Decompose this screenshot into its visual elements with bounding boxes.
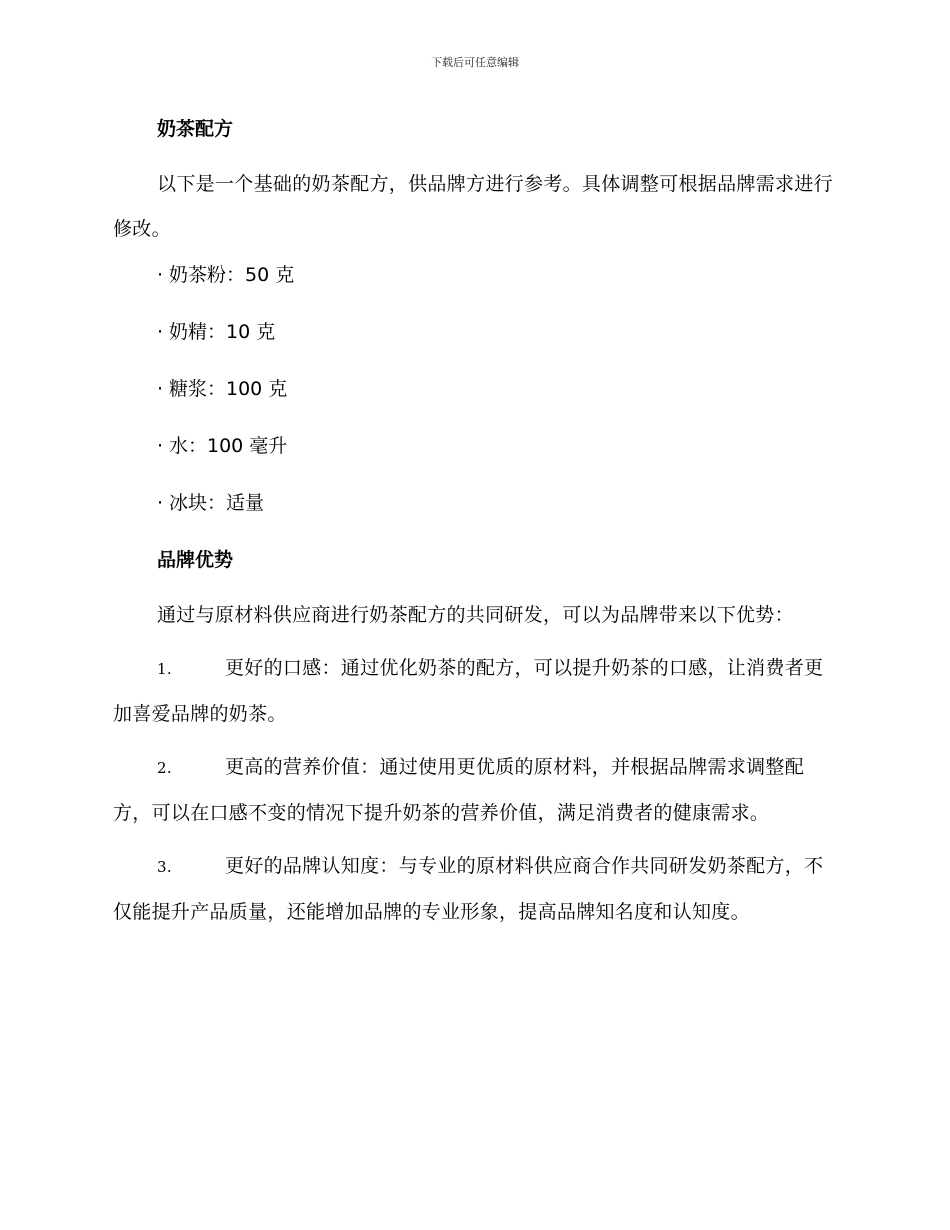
list-number: 1. (157, 660, 172, 678)
document-body (113, 114, 833, 943)
list-item (157, 260, 833, 290)
list-item (113, 844, 833, 935)
list-item-text: 更高的营养价值：通过使用更优质的原材料，并根据品牌需求调整配方，可以在口感不变的情况下提升奶茶的营养价值，满足消费者的健康需求。 (113, 756, 805, 824)
section-heading-recipe: 奶茶配方 (157, 118, 234, 140)
list-item (113, 745, 833, 836)
page-header: 下载后可任意编辑 (431, 56, 519, 69)
advantages-list (113, 646, 833, 935)
list-item (157, 317, 833, 347)
ingredient-text: 奶精：10 克 (169, 321, 276, 343)
list-item-text: 更好的口感：通过优化奶茶的配方，可以提升奶茶的口感，让消费者更加喜爱品牌的奶茶。 (113, 657, 824, 725)
list-item (157, 488, 833, 518)
list-item (157, 374, 833, 404)
ingredient-list (113, 260, 833, 518)
recipe-intro-paragraph: 以下是一个基础的奶茶配方，供品牌方进行参考。具体调整可根据品牌需求进行修改。 (113, 173, 833, 240)
list-number: 3. (157, 858, 172, 876)
section-heading-advantages: 品牌优势 (157, 549, 234, 571)
ingredient-text: 奶茶粉：50 克 (169, 264, 295, 286)
ingredient-text: 糖浆：100 克 (169, 378, 288, 400)
bullet-dot-icon: · (157, 435, 164, 457)
advantages-intro-paragraph: 通过与原材料供应商进行奶茶配方的共同研发，可以为品牌带来以下优势： (157, 604, 794, 626)
bullet-dot-icon: · (157, 492, 164, 514)
ingredient-text: 冰块：适量 (169, 492, 265, 514)
ingredient-text: 水：100 毫升 (169, 435, 288, 457)
list-item (113, 646, 833, 737)
list-number: 2. (157, 759, 172, 777)
bullet-dot-icon: · (157, 378, 164, 400)
bullet-dot-icon: · (157, 321, 164, 343)
bullet-dot-icon: · (157, 264, 164, 286)
list-item (157, 431, 833, 461)
list-item-text: 更好的品牌认知度：与专业的原材料供应商合作共同研发奶茶配方，不仅能提升产品质量，还能增加品牌的专业形象，提高品牌知名度和认知度。 (113, 855, 824, 923)
